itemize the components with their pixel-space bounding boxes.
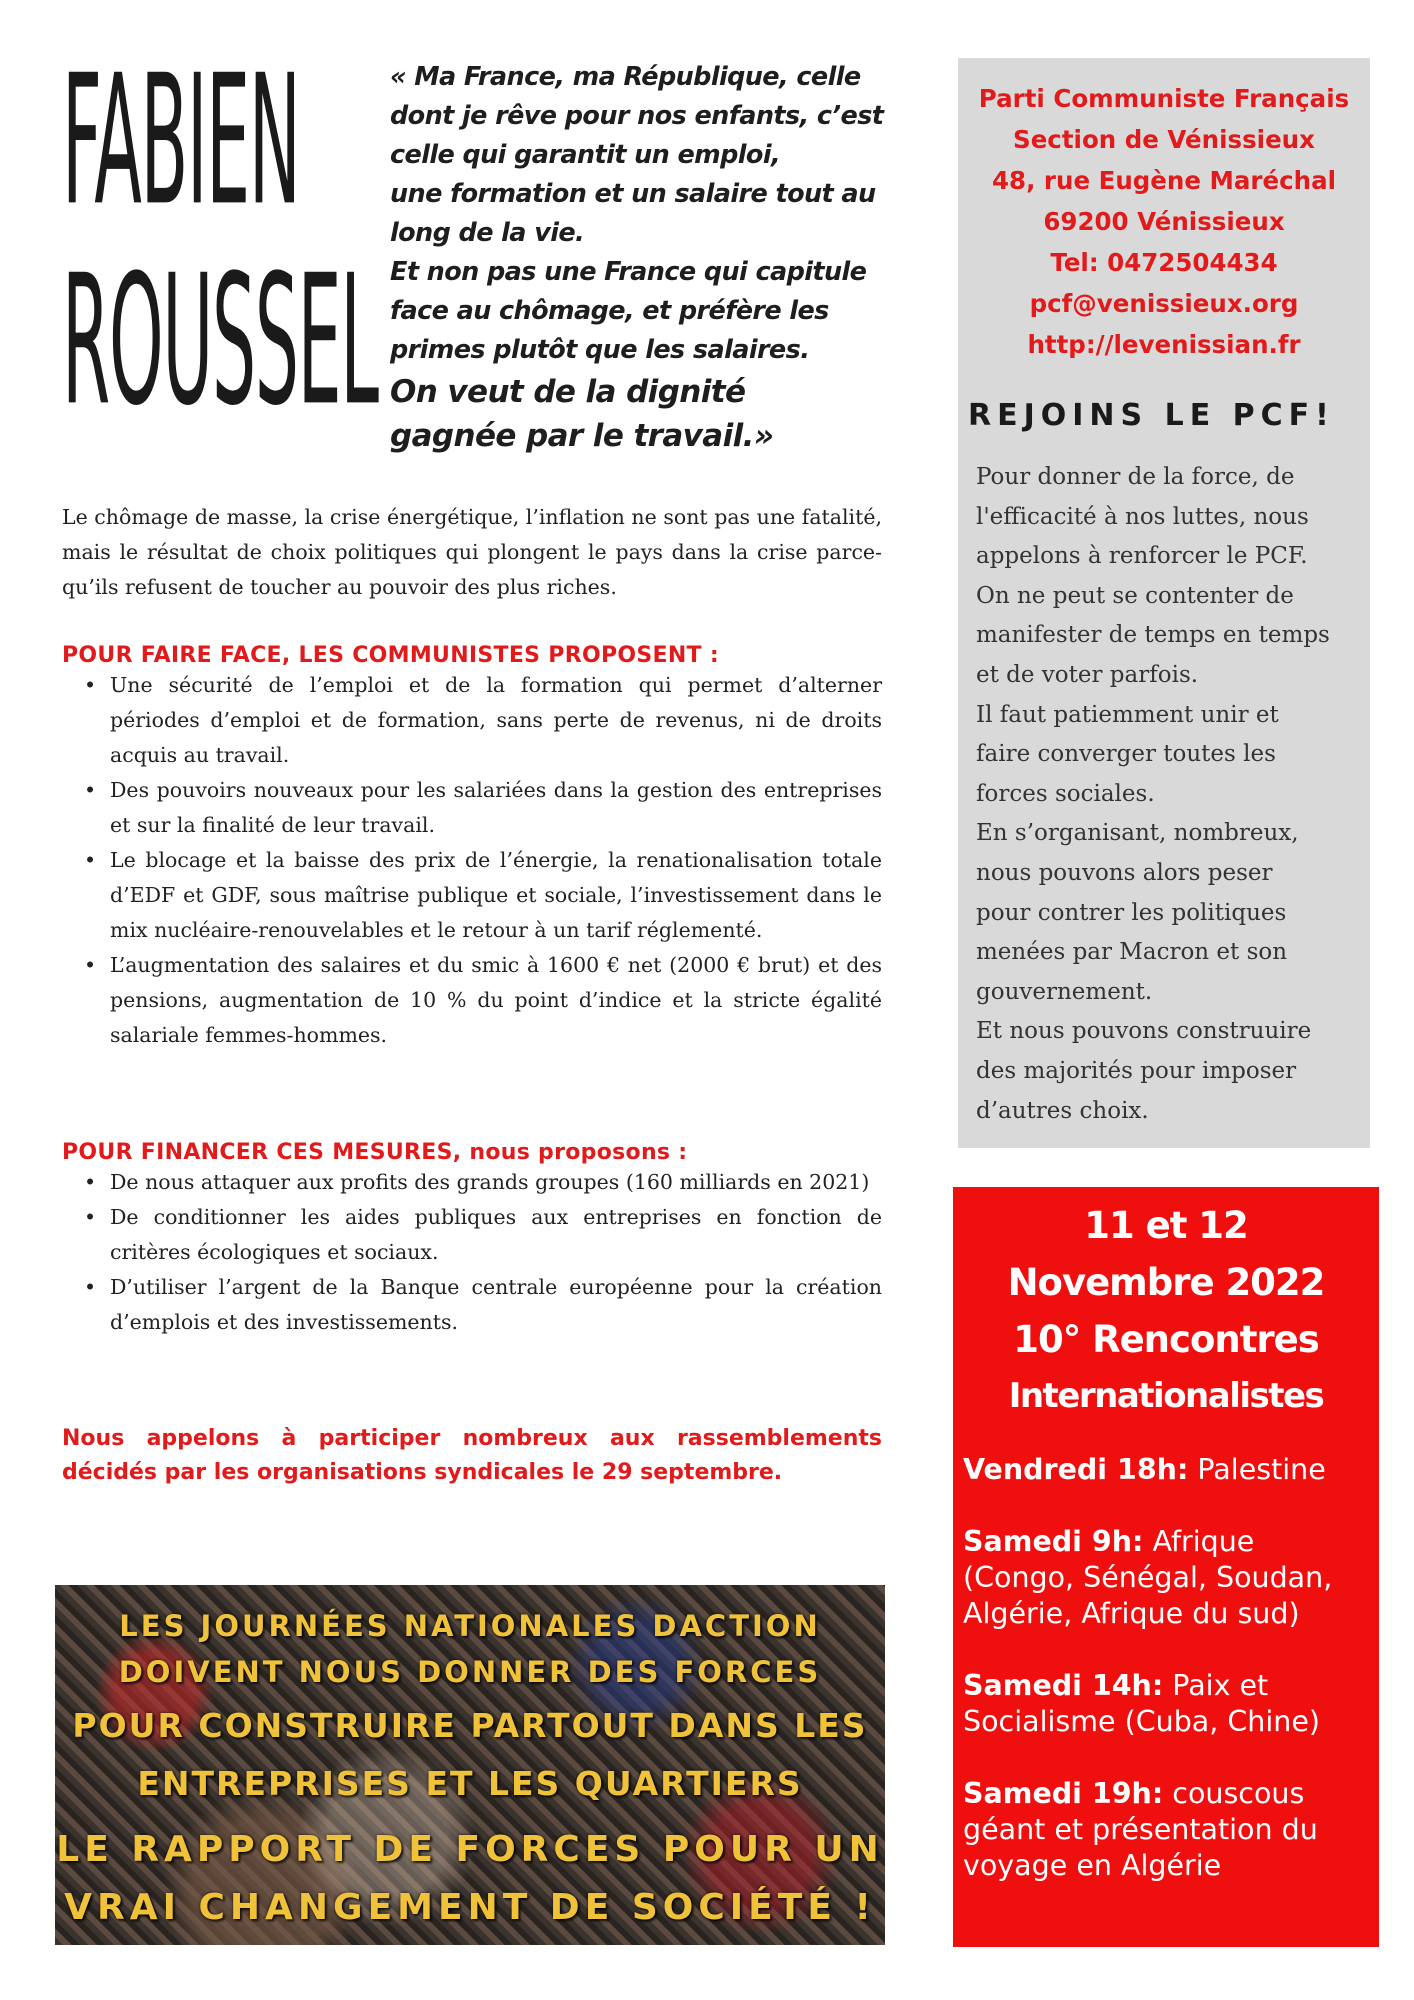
banner-line: POUR CONSTRUIRE PARTOUT DANS LES xyxy=(72,1706,868,1745)
candidate-name xyxy=(62,37,378,446)
program-topic: Afrique (Congo, Sénégal, Soudan, Algérie, Afrique du sud) xyxy=(963,1525,1333,1630)
join-line: nous pouvons alors peser xyxy=(976,859,1273,886)
banner-text xyxy=(55,1585,885,1945)
program-item xyxy=(963,1776,1373,1884)
event-box xyxy=(953,1187,1379,1947)
contact-block xyxy=(958,78,1370,365)
quote-closing: On veut de la dignité xyxy=(390,374,746,410)
quote-block xyxy=(390,58,910,458)
event-date: Novembre 2022 xyxy=(1007,1261,1325,1304)
list-item: • L’augmentation des salaires et du smic à 1600 € net (2000 € brut) et des pensions, augmentation de 10 % du point d’indice et la stricte égalité salariale femmes-hommes. xyxy=(110,948,882,1053)
proposals-section xyxy=(62,643,882,1053)
quote-line: face au chômage, et préfère les xyxy=(390,296,829,326)
banner-line: LE RAPPORT DE FORCES POUR UN xyxy=(56,1829,884,1870)
quote-line: une formation et un salaire tout au xyxy=(390,179,876,209)
city: 69200 Vénissieux xyxy=(1043,207,1285,236)
event-title xyxy=(953,1197,1379,1425)
financing-list xyxy=(62,1165,882,1340)
proposals-list xyxy=(62,668,882,1053)
first-name: FABIEN xyxy=(62,37,300,246)
join-heading: REJOINS LE PCF! xyxy=(968,398,1335,433)
join-text xyxy=(976,458,1356,1131)
event-program xyxy=(963,1452,1373,1920)
event-name: 10° Rencontres xyxy=(1013,1318,1319,1361)
program-item xyxy=(963,1524,1373,1632)
banner-line: DOIVENT NOUS DONNER DES FORCES xyxy=(118,1655,822,1689)
join-line: pour contrer les politiques xyxy=(976,899,1287,926)
contact-join-box xyxy=(958,58,1370,1148)
list-item: • Une sécurité de l’emploi et de la formation qui permet d’alterner périodes d’emploi et de formation, sans perte de revenus, ni de droits acquis au travail. xyxy=(110,668,882,773)
join-line: On ne peut se contenter de xyxy=(976,582,1294,609)
banner-line: LES JOURNÉES NATIONALES DACTION xyxy=(119,1609,821,1643)
quote-line: « Ma France, ma République, celle xyxy=(390,62,861,92)
phone: Tel: 0472504434 xyxy=(1050,248,1278,277)
join-line: et de voter parfois. xyxy=(976,661,1199,688)
program-time: Vendredi 18h: xyxy=(963,1453,1189,1486)
program-item xyxy=(963,1452,1373,1488)
program-time: Samedi 14h: xyxy=(963,1669,1164,1702)
last-name: ROUSSEL xyxy=(62,237,378,446)
join-line: d’autres choix. xyxy=(976,1097,1149,1124)
join-line: gouvernement. xyxy=(976,978,1153,1005)
program-item xyxy=(963,1668,1373,1740)
quote-line: primes plutôt que les salaires. xyxy=(390,335,810,365)
program-topic: Paix et Socialisme (Cuba, Chine) xyxy=(963,1669,1320,1738)
join-line: des majorités pour imposer xyxy=(976,1057,1297,1084)
event-date: 11 et 12 xyxy=(1084,1204,1248,1247)
list-item: • D’utiliser l’argent de la Banque centrale européenne pour la création d’emplois et des investissements. xyxy=(110,1270,882,1340)
financing-section xyxy=(62,1140,882,1340)
join-line: menées par Macron et son xyxy=(976,939,1288,966)
program-topic: Palestine xyxy=(1188,1453,1326,1486)
email-link[interactable]: pcf@venissieux.org xyxy=(1029,289,1299,318)
list-item: • Le blocage et la baisse des prix de l’énergie, la renationalisation totale d’EDF et GDF, sous maîtrise publique et sociale, l’investissement dans le mix nucléaire-renouvelables et le retour à un tarif réglementé. xyxy=(110,843,882,948)
join-line: forces sociales. xyxy=(976,780,1155,807)
website-link[interactable]: http://levenissian.fr xyxy=(1027,330,1301,359)
join-line: manifester de temps en temps xyxy=(976,622,1330,649)
financing-heading: POUR FINANCER CES MESURES, nous proposons : xyxy=(62,1140,688,1165)
program-time: Samedi 19h: xyxy=(963,1777,1164,1810)
join-line: En s’organisant, nombreux, xyxy=(976,820,1299,847)
list-item: • Des pouvoirs nouveaux pour les salariées dans la gestion des entreprises et sur la finalité de leur travail. xyxy=(110,773,882,843)
section-name: Section de Vénissieux xyxy=(1013,125,1315,154)
org-name: Parti Communiste Français xyxy=(978,84,1350,113)
join-line: l'efficacité à nos luttes, nous xyxy=(976,503,1309,530)
quote-line: dont je rêve pour nos enfants, c’est xyxy=(390,101,884,131)
banner-line: ENTREPRISES ET LES QUARTIERS xyxy=(137,1764,803,1803)
program-time: Samedi 9h: xyxy=(963,1525,1144,1558)
list-item: • De conditionner les aides publiques aux entreprises en fonction de critères écologiques et sociaux. xyxy=(110,1200,882,1270)
quote-closing: gagnée par le travail.» xyxy=(390,418,774,454)
program-topic: couscous géant et présentation du voyage en Algérie xyxy=(963,1777,1318,1882)
join-line: Et nous pouvons construuire xyxy=(976,1018,1312,1045)
intro-paragraph: Le chômage de masse, la crise énergétique, l’inflation ne sont pas une fatalité, mais le résultat de choix politiques qui plongent le pays dans la crise parce-qu’ils refusent de toucher au pouvoir des plus riches. xyxy=(62,505,882,599)
list-item: • De nous attaquer aux profits des grands groupes (160 milliards en 2021) xyxy=(110,1165,882,1200)
join-line: faire converger toutes les xyxy=(976,741,1276,768)
quote-line: Et non pas une France qui capitule xyxy=(390,257,867,287)
address: 48, rue Eugène Maréchal xyxy=(991,166,1337,195)
quote-line: celle qui garantit un emploi, xyxy=(390,140,781,170)
join-line: Pour donner de la force, de xyxy=(976,464,1295,490)
banner-line: VRAI CHANGEMENT DE SOCIÉTÉ ! xyxy=(64,1887,876,1928)
quote-line: long de la vie. xyxy=(390,218,585,248)
crowd-banner-image xyxy=(55,1585,885,1945)
join-line: appelons à renforcer le PCF. xyxy=(976,543,1308,570)
proposals-heading: POUR FAIRE FACE, LES COMMUNISTES PROPOSENT : xyxy=(62,643,719,668)
event-name: Internationalistes xyxy=(1008,1376,1324,1416)
call-to-action: Nous appelons à participer nombreux aux rassemblements décidés par les organisations syndicales le 29 septembre. xyxy=(62,1426,882,1485)
join-line: Il faut patiemment unir et xyxy=(976,701,1279,728)
